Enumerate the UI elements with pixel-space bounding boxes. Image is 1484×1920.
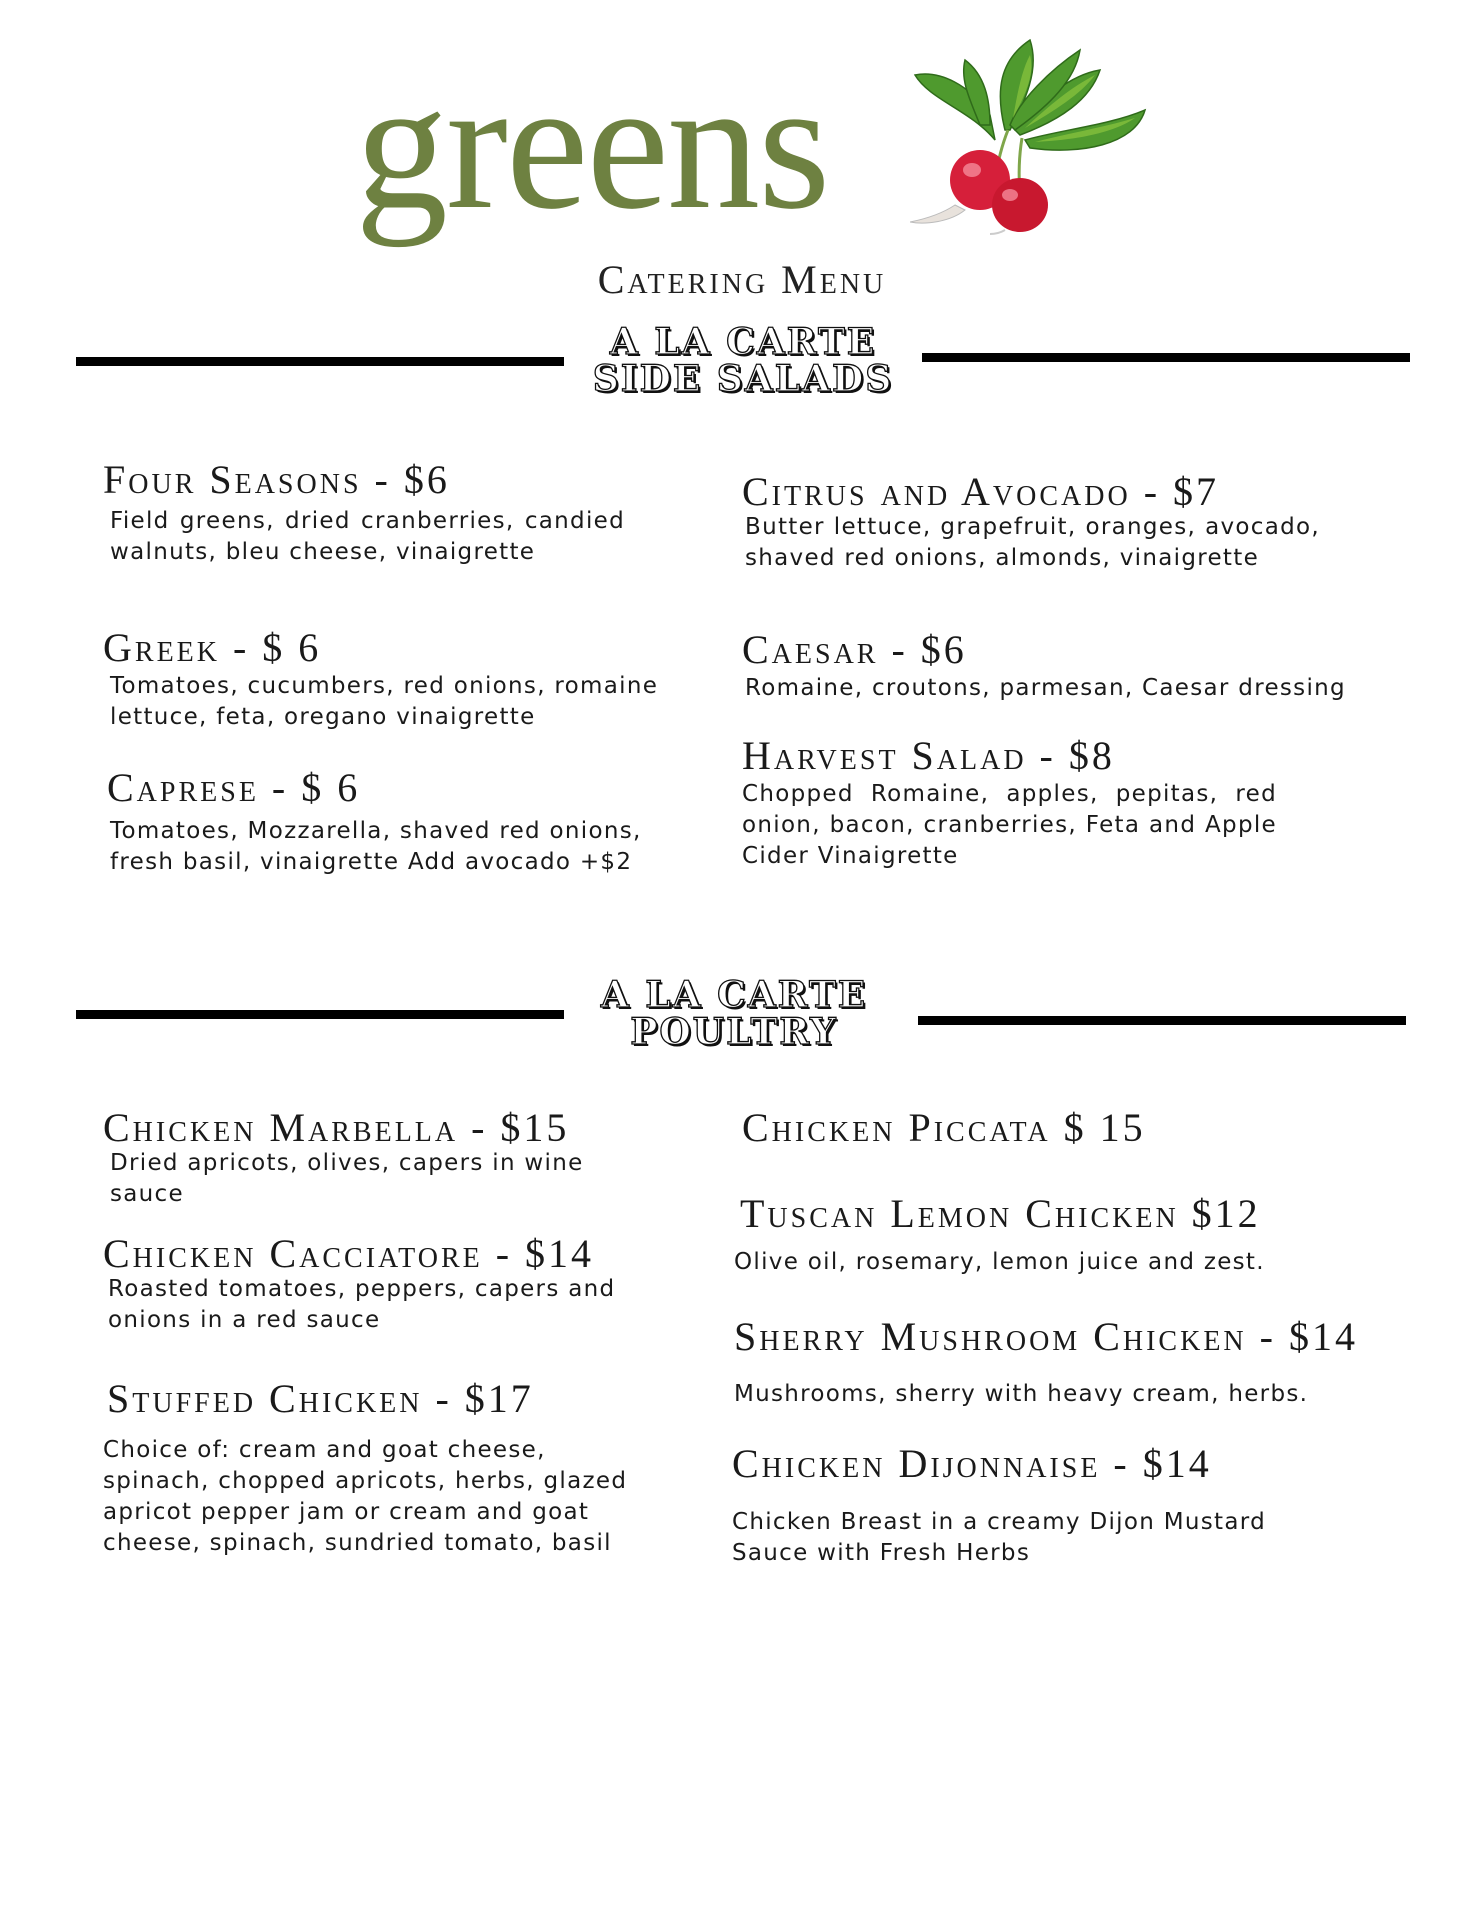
menu-item-name: Tuscan Lemon Chicken $12 <box>740 1191 1261 1236</box>
section-title-line2: SIDE SALADS <box>592 358 894 400</box>
section-divider-right <box>918 1016 1406 1025</box>
section-title-line2: POULTRY <box>630 1011 838 1053</box>
section-title-line1: A LA CARTE <box>609 321 877 363</box>
menu-item-name: Chicken Piccata $ 15 <box>742 1105 1146 1150</box>
menu-item-name: Caesar - $6 <box>742 627 967 672</box>
menu-item-description: Choice of: cream and goat cheese, spinach, chopped apricots, herbs, glazed apricot pepper jam or cream and goat cheese, spinach, sundried tomato, basil <box>103 1437 628 1556</box>
menu-item-name: Harvest Salad - $8 <box>742 733 1115 778</box>
menu-item-description: Field greens, dried cranberries, candied walnuts, bleu cheese, vinaigrette <box>110 508 625 565</box>
menu-item-name: Four Seasons - $6 <box>103 457 450 502</box>
menu-header <box>0 0 1484 310</box>
section-divider-left <box>76 357 564 366</box>
menu-item-description: Tomatoes, cucumbers, red onions, romaine lettuce, feta, oregano vinaigrette <box>110 673 659 730</box>
menu-item-name: Chicken Cacciatore - $14 <box>103 1231 595 1276</box>
menu-item-description: Olive oil, rosemary, lemon juice and zest. <box>734 1249 1265 1275</box>
menu-item-name: Caprese - $ 6 <box>107 765 361 810</box>
menu-item-description: Chicken Breast in a creamy Dijon Mustard Sauce with Fresh Herbs <box>732 1509 1266 1566</box>
menu-item-name: Sherry Mushroom Chicken - $14 <box>734 1314 1358 1359</box>
menu-item-description: Dried apricots, olives, capers in wine sauce <box>110 1150 584 1207</box>
radish-icon <box>910 30 1155 235</box>
menu-item-name: Chicken Marbella - $15 <box>103 1105 570 1150</box>
section-title-poultry <box>544 974 924 1053</box>
section-divider-right <box>922 353 1410 362</box>
menu-item-description: Roasted tomatoes, peppers, capers and onions in a red sauce <box>108 1276 616 1333</box>
menu-subtitle: Catering Menu <box>597 257 887 302</box>
menu-item-name: Chicken Dijonnaise - $14 <box>732 1441 1212 1486</box>
menu-item-description: Chopped Romaine, apples, pepitas, red onion, bacon, cranberries, Feta and Apple Cider Vinaigrette <box>742 781 1277 869</box>
menu-item-name: Greek - $ 6 <box>103 625 322 670</box>
section-title-line1: A LA CARTE <box>600 974 868 1016</box>
menu-item-description: Mushrooms, sherry with heavy cream, herbs. <box>734 1381 1309 1407</box>
menu-item-description: Romaine, croutons, parmesan, Caesar dressing <box>745 675 1346 701</box>
section-title-side-salads <box>553 321 933 400</box>
menu-item-description: Butter lettuce, grapefruit, oranges, avocado, shaved red onions, almonds, vinaigrette <box>745 514 1320 571</box>
menu-item-description: Tomatoes, Mozzarella, shaved red onions, fresh basil, vinaigrette Add avocado +$2 <box>110 818 642 875</box>
menu-item-name: Citrus and Avocado - $7 <box>742 469 1220 514</box>
section-divider-left <box>76 1010 564 1019</box>
menu-item-name: Stuffed Chicken - $17 <box>107 1376 534 1421</box>
brand-logo-text: greens <box>355 42 829 248</box>
